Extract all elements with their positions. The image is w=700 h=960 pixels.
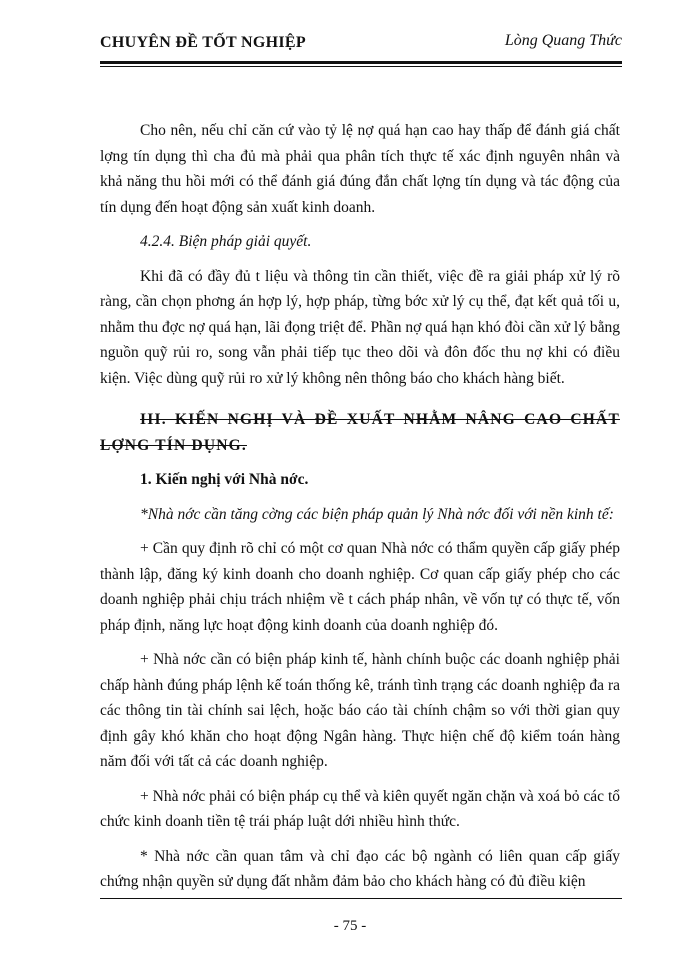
footer-divider — [100, 898, 622, 899]
paragraph: Khi đã có đầy đủ t liệu và thông tin cần thiết, việc đề ra giải pháp xử lý rõ ràng, cần chọn phơng án hợp lý, hợp pháp, từng bớc xử lý cụ thể, đạt kết quả tối u, nhằm thu đợc nợ quá hạn, lãi đọng triệt để. Phần nợ quá hạn khó đòi cần xử lý bằng nguồn quỹ rủi ro, song vẫn phải tiếp tục theo dõi và đôn đốc thu nợ khi có điều kiện. Việc dùng quỹ rủi ro xử lý không nên thông báo cho khách hàng biết. — [100, 267, 620, 387]
paragraph: * Nhà nớc cần quan tâm và chỉ đạo các bộ ngành có liên quan cấp giấy chứng nhận quyền sử dụng đất nhằm đảm bảo cho khách hàng có đủ điều kiện — [100, 847, 620, 890]
page-body — [100, 118, 620, 904]
page-header — [100, 30, 622, 62]
paragraph: + Nhà nớc cần có biện pháp kinh tế, hành chính buộc các doanh nghiệp phải chấp hành đúng pháp lệnh kế toán thống kê, tránh tình trạng các doanh nghiệp đa ra các thông tin tài chính sai lệch, hoặc báo cáo tài chính chậm so với thời gian quy định gây khó khăn cho hoạt động Ngân hàng. Thực hiện chế độ kiểm toán hàng năm đối với tất cả các doanh nghiệp. — [100, 651, 620, 770]
author-name: Lòng Quang Thức — [504, 32, 622, 49]
document-title: CHUYÊN ĐỀ TỐT NGHIỆP — [100, 34, 306, 51]
paragraph: *Nhà nớc cần tăng cờng các biện pháp quản lý Nhà nớc đối với nền kinh tế: — [140, 505, 614, 523]
header-divider-thin — [100, 66, 622, 67]
subsection-heading: 4.2.4. Biện pháp giải quyết. — [140, 233, 312, 250]
section-heading: III. KIẾN NGHỊ VÀ ĐỀ XUẤT NHẰM NÂNG CAO CHẤT LỢNG TÍN DỤNG. — [100, 411, 620, 454]
paragraph: Cho nên, nếu chỉ căn cứ vào tỷ lệ nợ quá hạn cao hay thấp để đánh giá chất lợng tín dụng thì cha đủ mà phải qua phân tích thực tế xác định nguyên nhân và khả năng thu hồi mới có thể đánh giá đúng đắn chất lợng tín dụng và tác động của tín dụng đến hoạt động sản xuất kinh doanh. — [100, 122, 620, 216]
paragraph: + Cần quy định rõ chỉ có một cơ quan Nhà nớc có thẩm quyền cấp giấy phép thành lập, đăng ký kinh doanh cho doanh nghiệp. Cơ quan cấp giấy phép cho các doanh nghiệp phải chịu trách nhiệm về t cách pháp nhân, về vốn tự có thực tế, vốn pháp định, năng lực hoạt động kinh doanh của doanh nghiệp đó. — [100, 540, 620, 634]
paragraph: + Nhà nớc phải có biện pháp cụ thể và kiên quyết ngăn chặn và xoá bỏ các tổ chức kinh doanh tiền tệ trái pháp luật dới nhiều hình thức. — [100, 787, 620, 830]
header-divider — [100, 61, 622, 64]
subsection-heading: 1. Kiến nghị với Nhà nớc. — [140, 471, 309, 488]
page-number: - 75 - — [333, 918, 367, 934]
